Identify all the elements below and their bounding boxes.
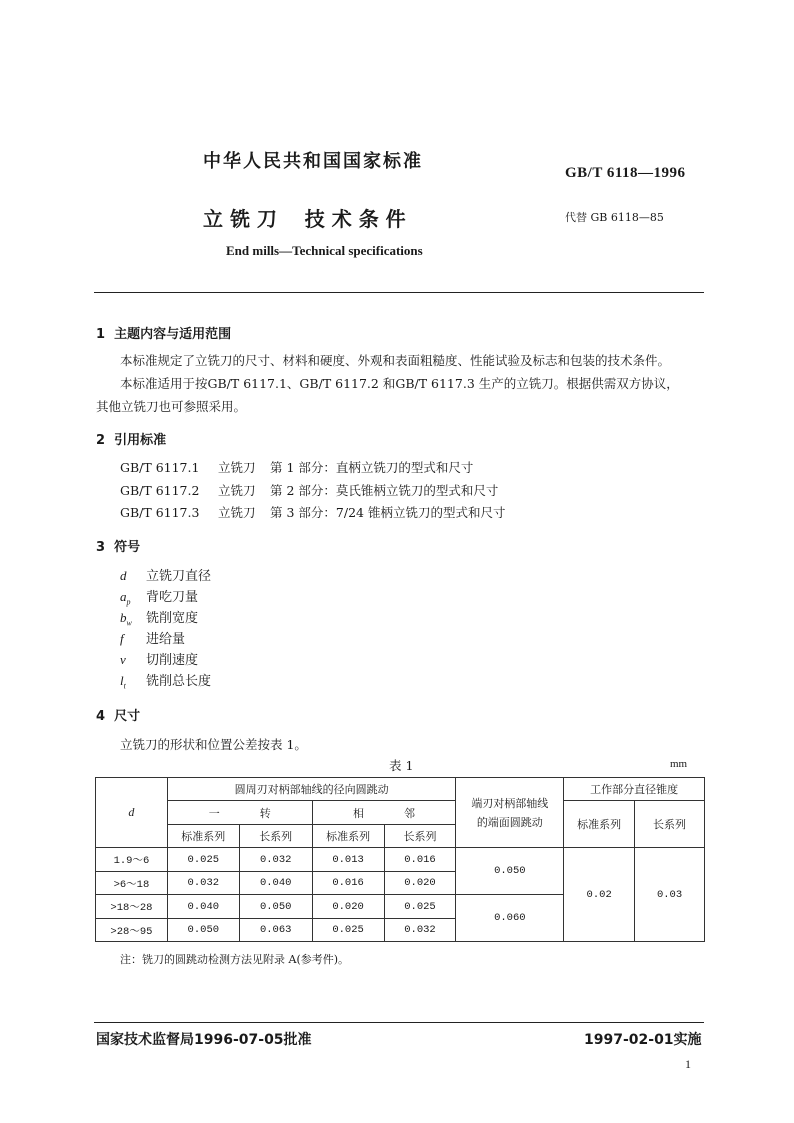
symbol-item bbox=[120, 649, 198, 670]
col-header-one-turn: 一 转 bbox=[167, 801, 312, 825]
effective-date: 1997-02-01实施 bbox=[584, 1032, 702, 1048]
col-header-radial-runout: 圆周刃对柄部轴线的径向圆跳动 bbox=[167, 778, 456, 801]
reference-code: GB/T 6117.2 bbox=[120, 483, 200, 498]
header-rule bbox=[94, 292, 704, 293]
section-3-heading: 3 符号 bbox=[96, 540, 141, 555]
section-1-para-1: 本标准规定了立铣刀的尺寸、材料和硬度、外观和表面粗糙度、性能试验及标志和包装的技术条件。 bbox=[120, 353, 671, 368]
cell-value: 0.025 bbox=[384, 895, 456, 919]
cell-value: 0.050 bbox=[239, 895, 312, 919]
section-2-heading: 2 引用标准 bbox=[96, 433, 167, 448]
reference-name: 立铣刀 bbox=[218, 483, 256, 498]
cell-taper-std: 0.02 bbox=[564, 848, 635, 942]
section-1-para-2-cont: 其他立铣刀也可参照采用。 bbox=[96, 399, 247, 414]
reference-item bbox=[120, 503, 505, 521]
col-header-adjacent: 相 邻 bbox=[312, 801, 456, 825]
cell-value: 0.040 bbox=[239, 872, 312, 895]
reference-name: 立铣刀 bbox=[218, 505, 256, 520]
title-english: End mills—Technical specifications bbox=[226, 243, 423, 258]
col-header-std: 标准系列 bbox=[167, 825, 239, 848]
symbol-description: 立铣刀直径 bbox=[146, 569, 212, 584]
cell-value: 0.025 bbox=[167, 848, 239, 872]
col-header-std: 标准系列 bbox=[312, 825, 384, 848]
symbol-description: 背吃刀量 bbox=[146, 590, 199, 605]
col-header-face-runout: 端刃对柄部轴线 的端面圆跳动 bbox=[456, 778, 564, 848]
reference-part: 第 2 部分：莫氏锥柄立铣刀的型式和尺寸 bbox=[270, 483, 499, 498]
standard-org: 中华人民共和国国家标准 bbox=[203, 151, 423, 172]
col-header-taper-std: 标准系列 bbox=[564, 801, 635, 848]
reference-part: 第 3 部分：7/24 锥柄立铣刀的型式和尺寸 bbox=[270, 505, 506, 520]
cell-value: 0.032 bbox=[384, 919, 456, 942]
symbol-item bbox=[120, 670, 211, 691]
symbol-description: 进给量 bbox=[146, 632, 186, 647]
symbol: v bbox=[120, 652, 126, 667]
cell-d: >18～28 bbox=[96, 895, 168, 919]
document-title: 立 铣 刀 技 术 条 件 bbox=[203, 207, 406, 231]
table-note: 注：铣刀的圆跳动检测方法见附录 A(参考件)。 bbox=[120, 953, 350, 966]
reference-code: GB/T 6117.3 bbox=[120, 505, 200, 520]
col-header-long: 长系列 bbox=[239, 825, 312, 848]
section-1-heading: 1 主题内容与适用范围 bbox=[96, 327, 232, 342]
cell-d: >6～18 bbox=[96, 872, 168, 895]
col-header-long: 长系列 bbox=[384, 825, 456, 848]
col-header-taper-long: 长系列 bbox=[635, 801, 705, 848]
cell-d: >28～95 bbox=[96, 919, 168, 942]
table-row bbox=[96, 848, 705, 872]
cell-value: 0.050 bbox=[167, 919, 239, 942]
symbol: $a_p$ bbox=[120, 589, 131, 607]
replaces-note: 代替 GB 6118—85 bbox=[565, 211, 664, 224]
reference-part: 第 1 部分：直柄立铣刀的型式和尺寸 bbox=[270, 460, 474, 475]
col-header-d: d bbox=[96, 778, 168, 848]
table-unit: mm bbox=[670, 758, 688, 770]
symbol-item bbox=[120, 628, 185, 649]
cell-taper-long: 0.03 bbox=[635, 848, 705, 942]
cell-face-runout: 0.050 bbox=[456, 848, 564, 895]
reference-item bbox=[120, 481, 498, 499]
cell-value: 0.032 bbox=[239, 848, 312, 872]
section-4-para: 立铣刀的形状和位置公差按表 1。 bbox=[120, 737, 307, 752]
cell-value: 0.013 bbox=[312, 848, 384, 872]
page-number: 1 bbox=[685, 1057, 691, 1071]
col-header-taper: 工作部分直径锥度 bbox=[564, 778, 705, 801]
cell-value: 0.020 bbox=[384, 872, 456, 895]
table-caption: 表 1 bbox=[389, 758, 414, 773]
cell-value: 0.040 bbox=[167, 895, 239, 919]
symbol: f bbox=[120, 631, 124, 646]
footer-rule bbox=[94, 1022, 704, 1023]
symbol-description: 铣削总长度 bbox=[146, 674, 212, 689]
cell-value: 0.063 bbox=[239, 919, 312, 942]
section-4-heading: 4 尺寸 bbox=[96, 709, 141, 724]
symbol-item bbox=[120, 607, 198, 628]
cell-value: 0.016 bbox=[384, 848, 456, 872]
reference-name: 立铣刀 bbox=[218, 460, 256, 475]
standard-code: GB/T 6118—1996 bbox=[565, 165, 686, 181]
symbol-description: 铣削宽度 bbox=[146, 611, 199, 626]
tolerance-table bbox=[95, 777, 705, 942]
section-1-para-2: 本标准适用于按GB/T 6117.1、GB/T 6117.2 和GB/T 6117.3 生产的立铣刀。根据供需双方协议， bbox=[120, 376, 679, 391]
cell-value: 0.032 bbox=[167, 872, 239, 895]
cell-d: 1.9～6 bbox=[96, 848, 168, 872]
symbol-description: 切削速度 bbox=[146, 653, 199, 668]
reference-item bbox=[120, 458, 473, 476]
cell-value: 0.020 bbox=[312, 895, 384, 919]
symbol: $b_w$ bbox=[120, 610, 132, 628]
symbol: d bbox=[120, 568, 127, 583]
symbol-item bbox=[120, 586, 198, 607]
cell-face-runout: 0.060 bbox=[456, 895, 564, 942]
cell-value: 0.025 bbox=[312, 919, 384, 942]
reference-code: GB/T 6117.1 bbox=[120, 460, 200, 475]
symbol: $l_t$ bbox=[120, 673, 126, 691]
cell-value: 0.016 bbox=[312, 872, 384, 895]
approval-note: 国家技术监督局1996-07-05批准 bbox=[96, 1032, 312, 1048]
symbol-item bbox=[120, 565, 211, 586]
